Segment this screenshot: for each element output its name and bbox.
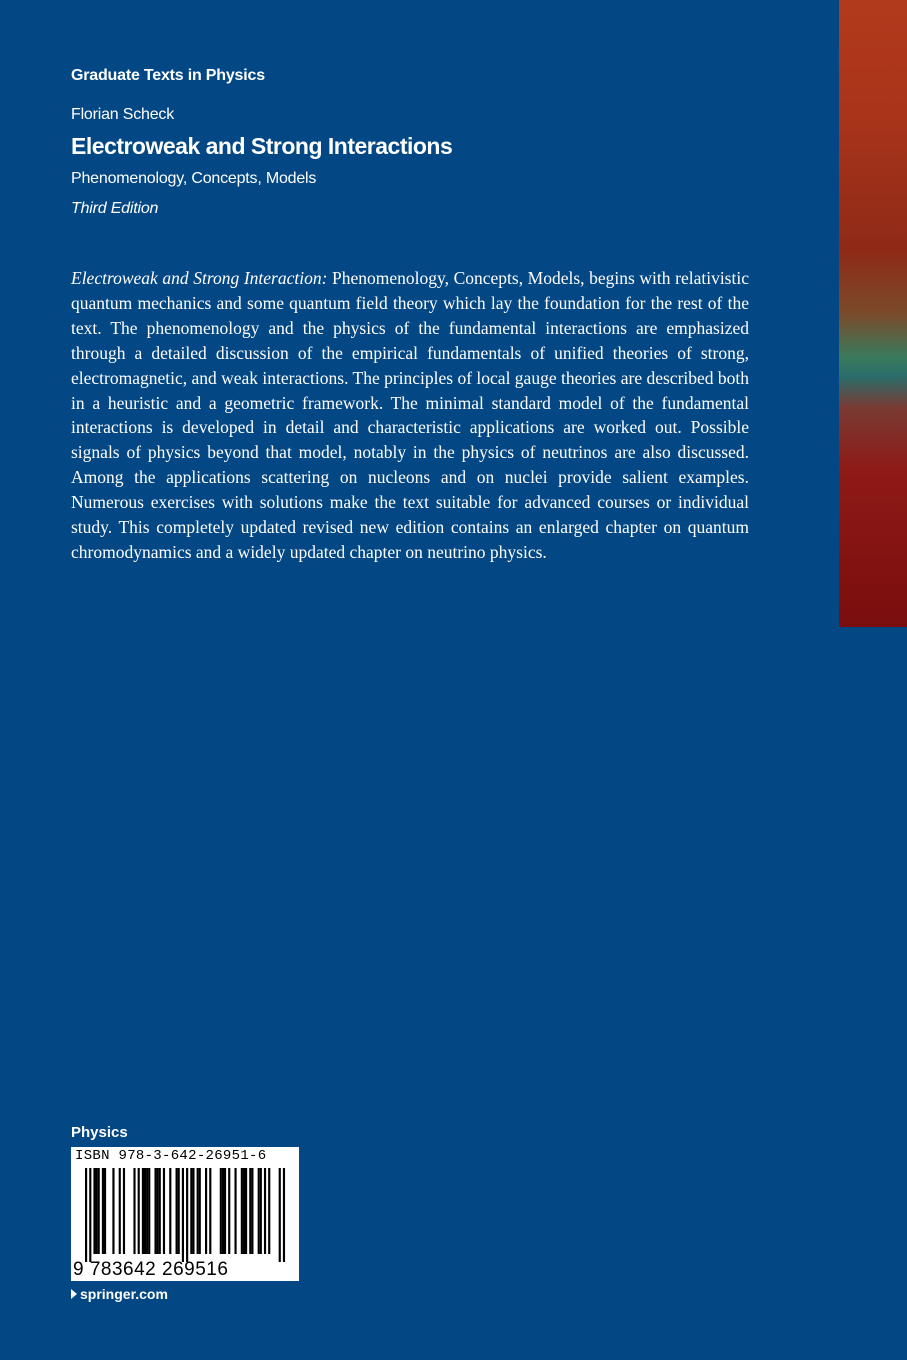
- barcode-bar: [243, 1168, 245, 1254]
- barcode-bar: [199, 1168, 201, 1254]
- barcode-bar: [220, 1168, 222, 1254]
- barcode-bar: [138, 1168, 140, 1254]
- barcode-bar: [146, 1168, 148, 1254]
- website-label: springer.com: [80, 1286, 168, 1302]
- description-lead: Electroweak and Strong Interaction:: [71, 268, 328, 288]
- barcode-bar: [209, 1168, 211, 1254]
- barcode-bar: [159, 1168, 161, 1254]
- arrow-right-icon: [71, 1289, 77, 1299]
- barcode-bar: [186, 1168, 188, 1262]
- barcode-bar: [264, 1168, 266, 1254]
- spine-color-strip: [839, 0, 907, 627]
- barcode-bar: [182, 1168, 184, 1262]
- barcode-bar: [154, 1168, 156, 1254]
- barcode-bar: [260, 1168, 262, 1254]
- barcode-bar: [85, 1168, 87, 1262]
- barcode-bar: [268, 1168, 270, 1254]
- barcode-bar: [224, 1168, 226, 1254]
- barcode-bar: [98, 1168, 100, 1254]
- barcode-bar: [251, 1168, 253, 1254]
- barcode-bar: [192, 1168, 194, 1254]
- barcode-bar: [228, 1168, 230, 1254]
- barcode-bar: [89, 1168, 91, 1262]
- barcode-bars: [71, 1166, 299, 1262]
- barcode-bar: [142, 1168, 144, 1254]
- barcode-bar: [102, 1168, 104, 1254]
- barcode-bar: [112, 1168, 114, 1254]
- barcode-bar: [144, 1168, 146, 1254]
- publisher-website[interactable]: [71, 1286, 168, 1302]
- barcode-bar: [234, 1168, 236, 1254]
- barcode-bar: [249, 1168, 251, 1254]
- barcode-bar: [96, 1168, 98, 1254]
- barcode-bar: [119, 1168, 121, 1254]
- barcode-bar: [148, 1168, 150, 1254]
- isbn-label: ISBN 978-3-642-26951-6: [75, 1148, 267, 1164]
- barcode-bar: [157, 1168, 159, 1254]
- barcode-bar: [190, 1168, 192, 1254]
- description-body: Phenomenology, Concepts, Models, begins with relativistic quantum mechanics and some quantum field theory which lay the foundation for the rest of the text. The phenomenology and the physics of the fundamental interactions are emphasized through a detailed discussion of the empirical fundamentals of unified theories of strong, electromagnetic, and weak interactions. The principles of local gauge theories are described both in a heuristic and a geometric framework. The minimal standard model of the fundamental interactions is developed in detail and characteristic applications are worked out. Possible signals of physics beyond that model, notably in the physics of neutrinos are also discussed. Among the applications scattering on nucleons and on nuclei provide salient examples. Numerous exercises with solutions make the text suitable for advanced courses or individual study. This completely updated revised new edition contains an enlarged chapter on quantum chromodynamics and a widely updated chapter on neutrino physics.: [71, 268, 750, 562]
- book-subtitle: Phenomenology, Concepts, Models: [71, 170, 317, 187]
- barcode-bar: [241, 1168, 243, 1254]
- edition-label: Third Edition: [71, 200, 159, 217]
- author-name: Florian Scheck: [71, 106, 175, 123]
- barcode-bar: [283, 1168, 285, 1262]
- barcode-bar: [258, 1168, 260, 1254]
- barcode-digits: 9 783642 269516: [73, 1259, 229, 1280]
- book-title: Electroweak and Strong Interactions: [71, 133, 453, 159]
- barcode-bar: [169, 1168, 171, 1254]
- barcode-bar: [245, 1168, 247, 1254]
- subject-category: Physics: [71, 1124, 128, 1141]
- barcode-bar: [279, 1168, 281, 1262]
- barcode-bar: [163, 1168, 165, 1254]
- barcode-bar: [123, 1168, 125, 1254]
- barcode-bar: [197, 1168, 199, 1254]
- barcode-bar: [133, 1168, 135, 1254]
- barcode-bar: [176, 1168, 178, 1254]
- book-description: [71, 266, 749, 565]
- isbn-barcode: [71, 1147, 299, 1281]
- barcode-bar: [93, 1168, 95, 1254]
- barcode-bar: [104, 1168, 106, 1254]
- barcode-bar: [205, 1168, 207, 1254]
- barcode-bar: [222, 1168, 224, 1254]
- series-name: Graduate Texts in Physics: [71, 67, 265, 84]
- barcode-bar: [178, 1168, 180, 1254]
